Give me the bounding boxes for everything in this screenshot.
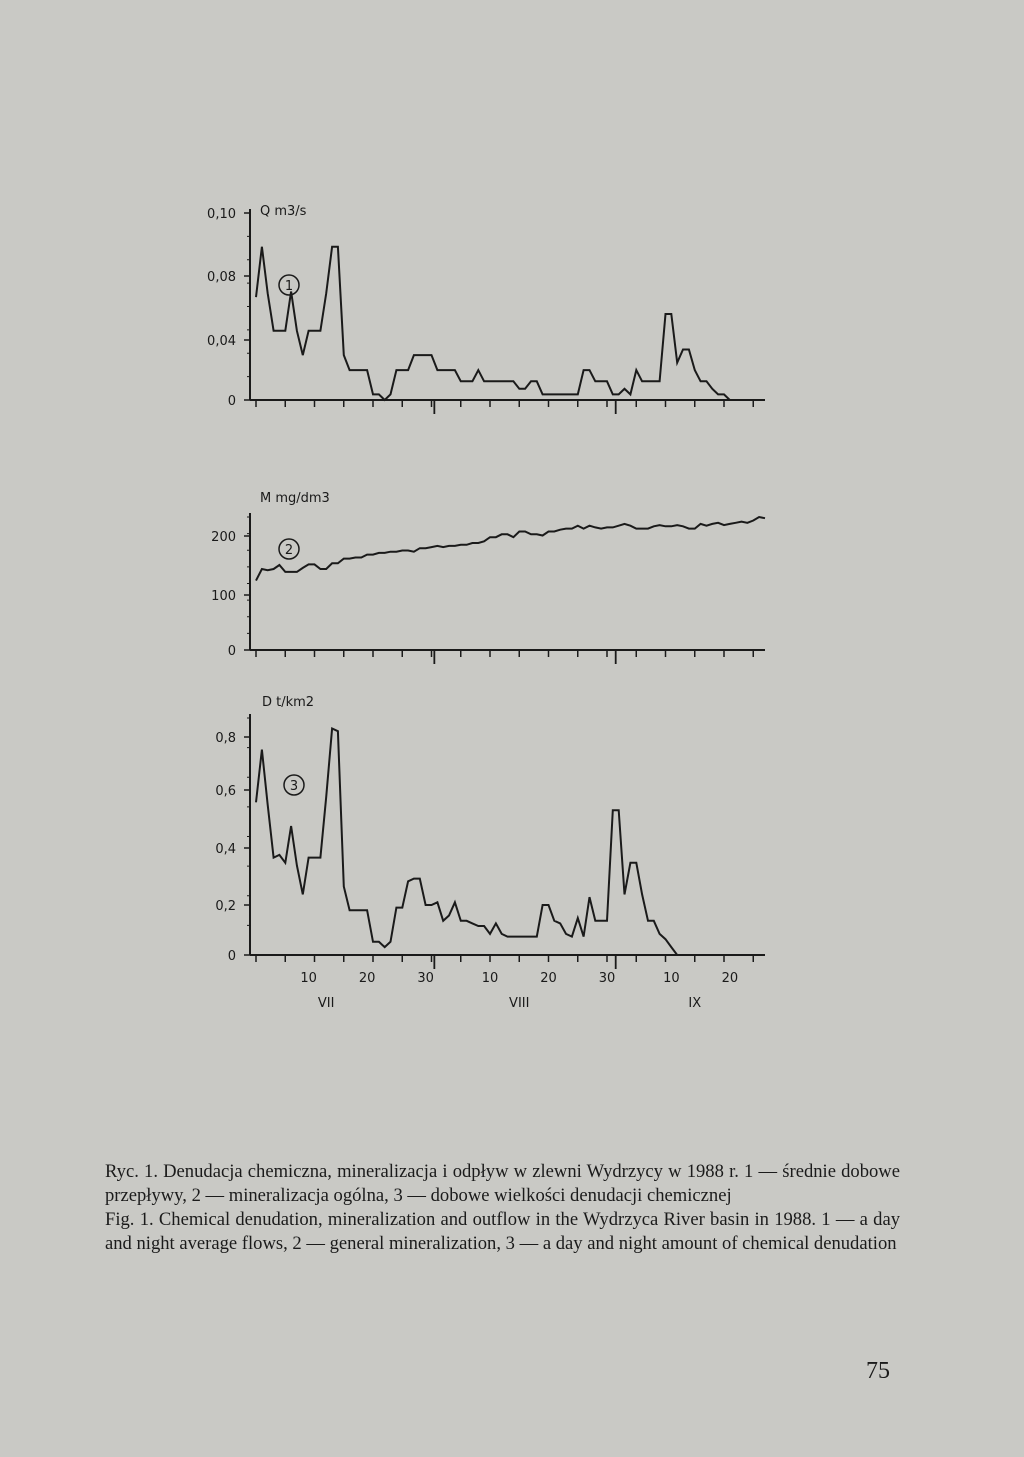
month-label: IX — [688, 996, 702, 1011]
caption-polish: Ryc. 1. Denudacja chemiczna, mineralizacja i odpływ w zlewni Wydrzycy w 1988 r. 1 — średnie dobowe przepływy, 2 — mineralizacja ogólna, 3 — dobowe wielkości denudacji chemicznej — [105, 1161, 900, 1206]
figure-caption — [105, 1160, 900, 1256]
y-tick-label: 0,04 — [207, 334, 236, 349]
x-tick-label: 10 — [663, 971, 680, 986]
y-tick-label: 200 — [211, 530, 236, 545]
series-number-label: 3 — [289, 779, 299, 794]
y-tick-label: 0,8 — [215, 731, 236, 746]
x-tick-label: 30 — [598, 971, 616, 986]
x-tick-label: 20 — [721, 971, 739, 986]
y-tick-label: 0 — [227, 394, 236, 409]
y-tick-label: 0 — [227, 644, 236, 659]
x-tick-label: 10 — [300, 971, 317, 986]
x-tick-label: 20 — [540, 971, 557, 986]
month-label: VIII — [509, 996, 530, 1011]
y-tick-label: 0,2 — [215, 899, 236, 914]
y-tick-label: 0,10 — [207, 207, 236, 222]
x-tick-label: 20 — [358, 971, 376, 986]
page-number: 75 — [866, 1358, 890, 1384]
x-tick-label: 10 — [481, 971, 499, 986]
y-tick-label: 100 — [211, 589, 236, 604]
axis-title: D t/km2 — [262, 695, 315, 710]
x-tick-label: 30 — [417, 971, 434, 986]
axis-title: M mg/dm3 — [260, 491, 330, 506]
month-label: VII — [317, 996, 335, 1011]
series-number-label: 2 — [284, 543, 294, 558]
series-line-3 — [256, 729, 765, 956]
y-tick-label: 0,4 — [215, 842, 236, 857]
series-number-label: 1 — [284, 279, 294, 294]
series-line-2 — [256, 517, 765, 581]
y-tick-label: 0,6 — [215, 784, 236, 799]
caption-english: Fig. 1. Chemical denudation, mineralization and outflow in the Wydrzyca River basin in 1988. 1 — a day and night average flows, 2 — general mineralization, 3 — a day and night amount of chemical denudation — [105, 1209, 900, 1254]
series-line-1 — [256, 247, 730, 400]
y-tick-label: 0,08 — [207, 270, 236, 285]
axis-title: Q m3/s — [260, 204, 307, 219]
y-tick-label: 0 — [227, 949, 236, 964]
